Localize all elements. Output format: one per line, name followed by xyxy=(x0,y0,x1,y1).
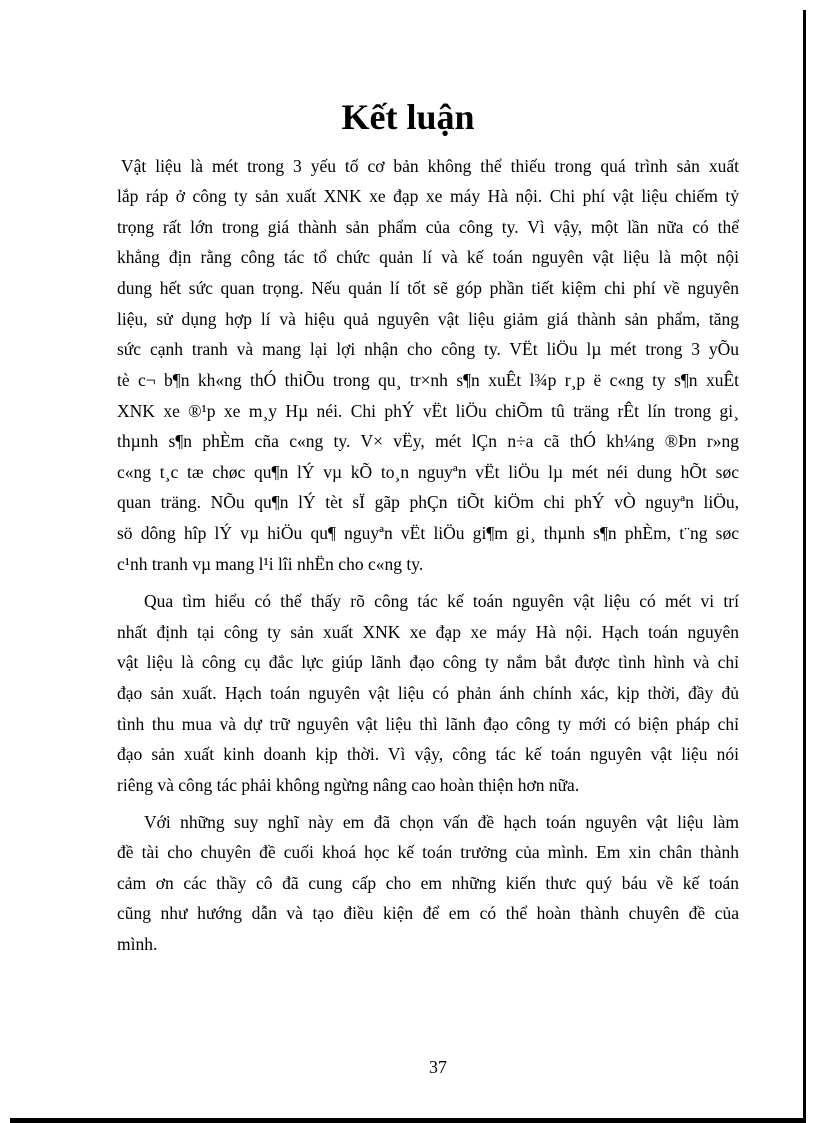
text-line: đạo sản xuất kinh doanh kịp thời. Vì vậy, công tác kế toán nguyên vật liệu nói xyxy=(117,744,739,764)
text-line: mình. xyxy=(117,934,158,954)
page-number: 37 xyxy=(429,1057,447,1077)
text-line: tình thu mua và dự trữ nguyên vật liệu thì lãnh đạo công ty mới có biện pháp chỉ xyxy=(117,714,739,734)
text-line: lắp ráp ở công ty sản xuất XNK xe đạp xe máy Hà nội. Chi phí vật liệu chiếm tỷ xyxy=(117,186,739,206)
text-line: dung hết sức quan trọng. Nếu quản lí tốt sẽ góp phần tiết kiệm chi phí về nguyên xyxy=(117,278,739,298)
text-line: tè c¬ b¶n kh«ng thÓ thiÕu trong qu¸ tr×nh s¶n xuÊt l¾p r¸p ë c«ng ty s¶n xuÊt xyxy=(117,370,739,390)
text-line: nhất định tại công ty sản xuất XNK xe đạp xe máy Hà nội. Hạch toán nguyên xyxy=(117,622,739,642)
text-line: sö dông hîp lÝ vµ hiÖu qu¶ nguyªn vËt liÖu gi¶m gi¸ thµnh s¶n phÈm, t¨ng søc xyxy=(117,523,739,543)
text-line: c¹nh tranh vµ mang l¹i lîi nhËn cho c«ng ty. xyxy=(117,554,424,574)
text-line: đề tài cho chuyên đề cuối khoá học kế toán trưởng của mình. Em xin chân thành xyxy=(117,842,739,862)
text-line: vật liệu là công cụ đắc lực giúp lãnh đạo công ty nắm bắt được tình hình và chỉ xyxy=(117,652,739,672)
text-line: thµnh s¶n phÈm cña c«ng ty. V× vËy, mét lÇn n÷a cã thÓ kh¼ng ®Þn r»ng xyxy=(117,431,739,451)
text-line: đạo sản xuất. Hạch toán nguyên vật liệu có phản ánh chính xác, kịp thời, đầy đủ xyxy=(117,683,739,703)
text-line: cảm ơn các thầy cô đã cung cấp cho em những kiến thưc quý báu về kế toán xyxy=(117,873,739,893)
text-line: khẳng địn rằng công tác tổ chức quản lí và kế toán nguyên vật liệu là một nội xyxy=(117,247,739,267)
text-line: Qua tìm hiểu có thể thấy rõ công tác kế toán nguyên vật liệu có mét vi trí xyxy=(144,591,739,611)
text-line: quan träng. NÕu qu¶n lÝ tèt sÏ gãp phÇn tiÕt kiÖm chi phÝ vÒ nguyªn liÖu, xyxy=(117,492,739,512)
text-line: c«ng t¸c tæ chøc qu¶n lÝ vµ kÕ to¸n nguyªn vËt liÖu lµ mét néi dung hÕt søc xyxy=(117,462,739,482)
text-line: XNK xe ®¹p xe m¸y Hµ néi. Chi phÝ vËt liÖu chiÕm tû träng rÊt lín trong gi¸ xyxy=(117,401,739,421)
page-border-right xyxy=(803,10,806,1123)
page-border-bottom xyxy=(10,1118,806,1123)
page-title: Kết luận xyxy=(341,97,475,137)
text-line: sức cạnh tranh và mang lại lợi nhận cho công ty. VËt liÖu lµ mét trong 3 yÕu xyxy=(117,339,739,359)
text-line: Vật liệu là mét trong 3 yếu tố cơ bản không thể thiếu trong quá trình sản xuất xyxy=(121,156,739,176)
text-line: trọng rất lớn trong giá thành sản phẩm của công ty. Vì vậy, một lần nữa có thể xyxy=(117,217,739,237)
text-line: Với những suy nghĩ này em đã chọn vấn đề hạch toán nguyên vật liệu làm xyxy=(144,812,739,832)
text-line: cũng như hướng dẫn và tạo điều kiện để em có thể hoàn thành chuyên đề của xyxy=(117,903,739,923)
text-line: liệu, sử dụng hợp lí và hiệu quả nguyên vật liệu giảm giá thành sản phẩm, tăng xyxy=(117,309,739,329)
text-line: riêng và công tác phải không ngừng nâng cao hoàn thiện hơn nữa. xyxy=(117,775,580,795)
